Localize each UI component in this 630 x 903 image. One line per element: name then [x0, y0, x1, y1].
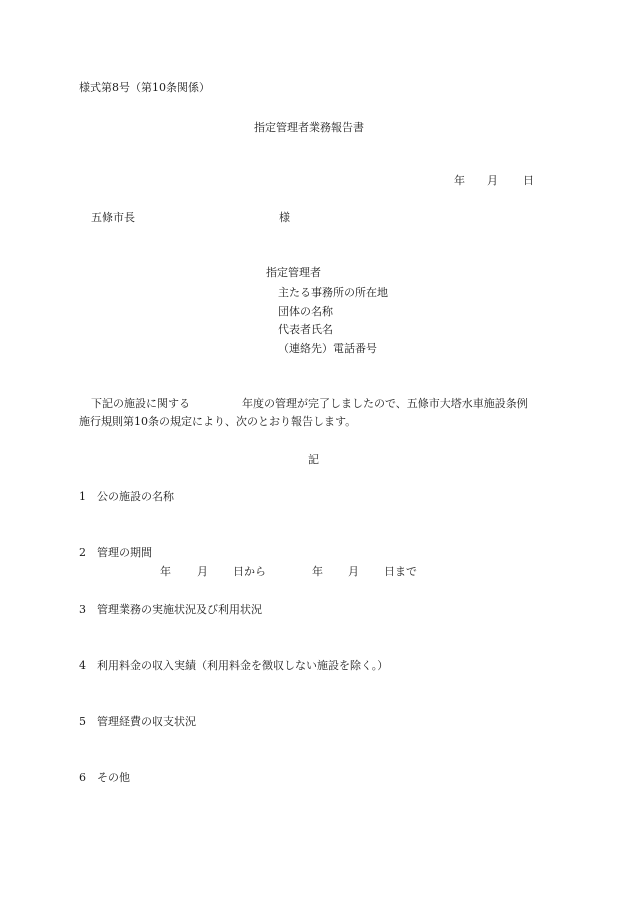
form-number: 様式第8号（第10条関係）: [79, 81, 210, 94]
item-label: 公の施設の名称: [97, 490, 174, 503]
period-start-day: 日から: [233, 565, 266, 578]
item-label: 管理の期間: [97, 546, 152, 559]
item-label: 管理業務の実施状況及び利用状況: [97, 603, 262, 616]
manager-field: 代表者氏名: [278, 323, 333, 336]
body-line: 下記の施設に関する: [91, 397, 190, 410]
manager-field: （連絡先）電話番号: [278, 342, 377, 355]
item-number: 3: [79, 603, 86, 616]
item-label: 管理経費の収支状況: [97, 715, 196, 728]
item-number: 5: [79, 715, 86, 728]
manager-heading: 指定管理者: [266, 266, 321, 279]
body-line: 年度の管理が完了しましたので、五條市大塔水車施設条例: [242, 397, 528, 410]
date-year-label: 年: [454, 174, 465, 187]
period-end-year: 年: [312, 565, 323, 578]
note-heading: 記: [308, 453, 319, 466]
date-month-label: 月: [487, 174, 498, 187]
item-label: その他: [97, 771, 130, 784]
period-start-year: 年: [160, 565, 171, 578]
item-number: 1: [79, 490, 86, 503]
addressee-suffix: 様: [279, 211, 290, 224]
manager-field: 主たる事務所の所在地: [278, 286, 388, 299]
item-number: 2: [79, 546, 86, 559]
period-end-day: 日まで: [384, 565, 417, 578]
addressee-name: 五條市長: [91, 211, 135, 224]
manager-field: 団体の名称: [278, 305, 333, 318]
date-day-label: 日: [523, 174, 534, 187]
period-end-month: 月: [348, 565, 359, 578]
period-start-month: 月: [197, 565, 208, 578]
item-number: 4: [79, 659, 86, 672]
body-line: 施行規則第10条の規定により、次のとおり報告します。: [79, 415, 357, 428]
item-number: 6: [79, 771, 86, 784]
document-title: 指定管理者業務報告書: [254, 121, 364, 134]
item-label: 利用料金の収入実績（利用料金を徴収しない施設を除く。）: [97, 659, 389, 672]
